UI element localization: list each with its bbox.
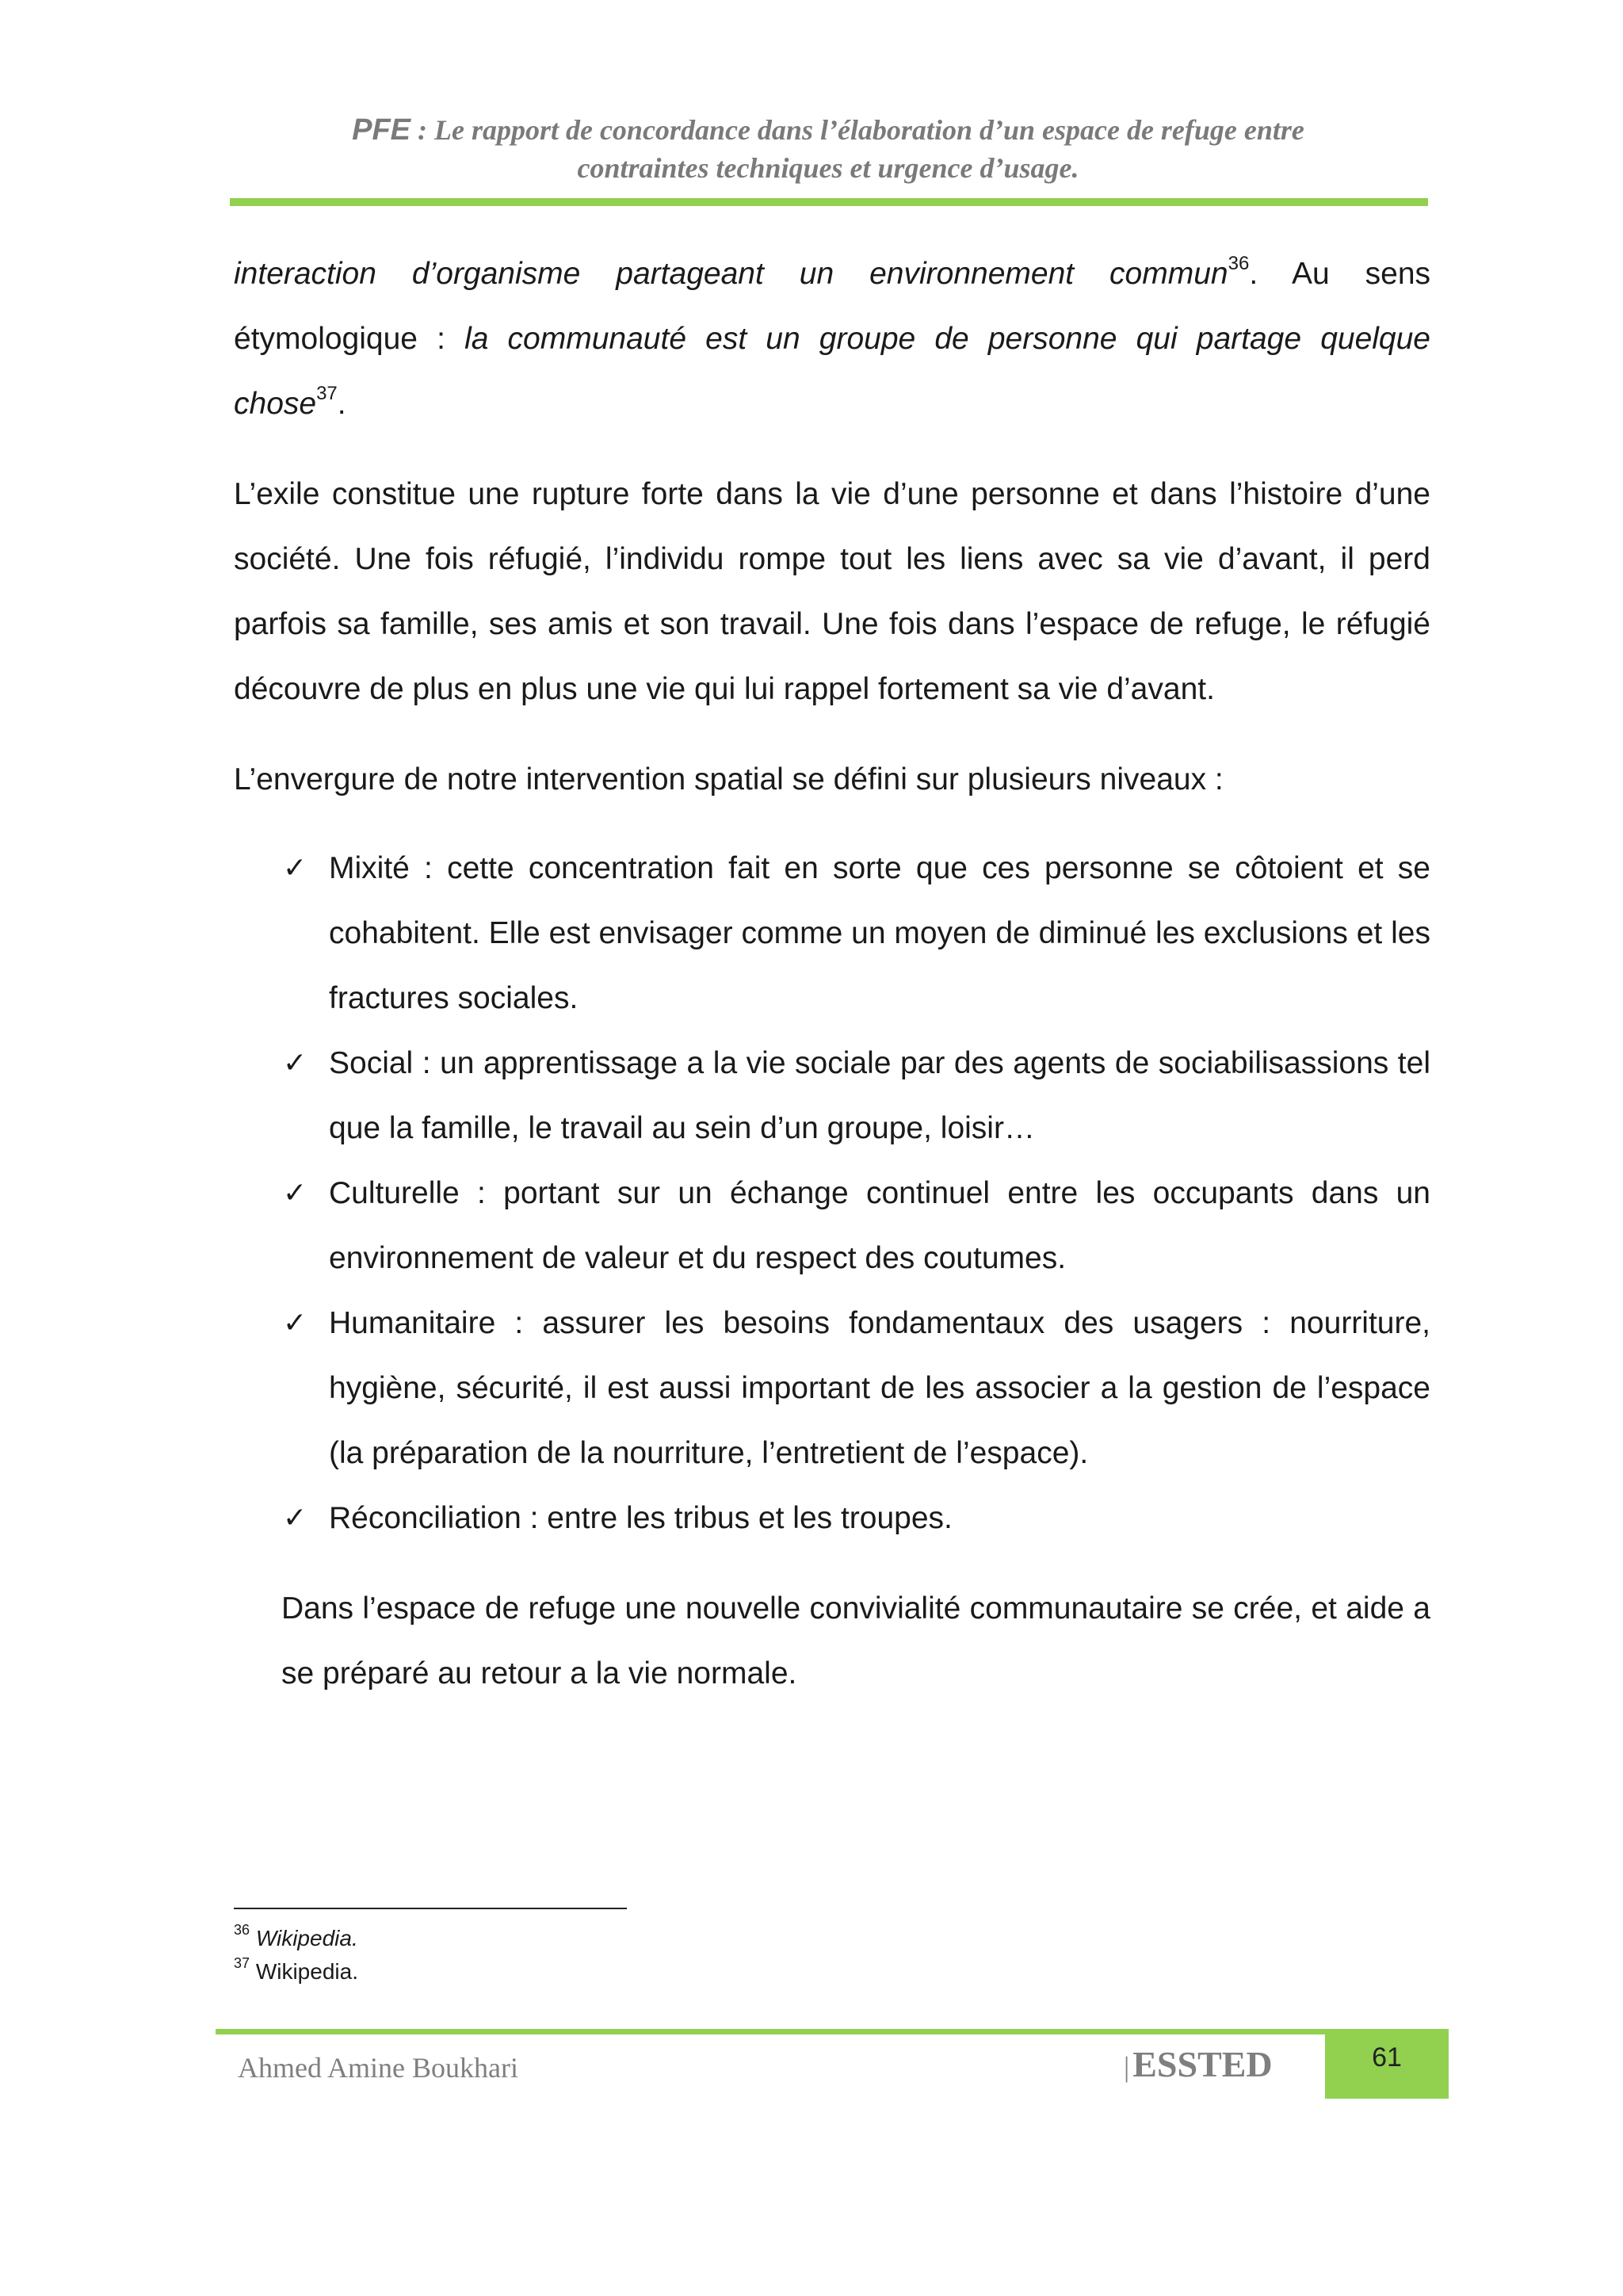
list-item-text: Humanitaire : assurer les besoins fondamentaux des usagers : nourriture, hygiène, sécurité, il est aussi important de les associer a la gestion de l’espace (la préparation de la nourriture, l’entretient de l’espace).	[329, 1306, 1430, 1470]
footer-separator: |	[1124, 2051, 1130, 2083]
footer-school	[1124, 2043, 1273, 2085]
list-item	[234, 836, 1430, 1031]
definition-text: . Au sens étymologique :	[234, 257, 1431, 356]
page-number: 61	[1325, 2029, 1449, 2099]
footnote-36	[234, 1922, 358, 1955]
footnote-37	[234, 1955, 358, 1988]
footnotes	[234, 1922, 358, 1988]
list-item-text: Mixité : cette concentration fait en sorte que ces personne se côtoient et se cohabitent. Elle est envisager comme un moyen de diminué les exclusions et les fractures sociales.	[329, 851, 1430, 1015]
header-divider	[230, 198, 1428, 206]
footer-divider	[216, 2029, 1325, 2034]
list-item-text: Social : un apprentissage a la vie sociale par des agents de sociabilisassions tel que la famille, le travail au sein d’un groupe, loisir…	[329, 1046, 1430, 1145]
footnote-ref-36[interactable]: 36	[1228, 253, 1250, 274]
etymology-italic: la communauté est un groupe de personne qui partage quelque chose	[234, 322, 1430, 421]
checkmark-icon: ✓	[283, 1307, 307, 1339]
footnote-number: 37	[234, 1955, 250, 1971]
footer-school-name: ESSTED	[1132, 2044, 1273, 2084]
list-item-text: Réconciliation : entre les tribus et les troupes.	[329, 1501, 953, 1535]
list-item	[234, 1486, 1430, 1551]
paragraph-definition	[234, 242, 1430, 437]
list-item-text: Culturelle : portant sur un échange continuel entre les occupants dans un environnement de valeur et du respect des coutumes.	[329, 1176, 1430, 1275]
footnote-divider	[234, 1908, 627, 1909]
header-title-line-1: : Le rapport de concordance dans l’élaboration d’un espace de refuge entre	[411, 114, 1304, 146]
list-item	[234, 1291, 1430, 1486]
footnote-text: Wikipedia.	[255, 1926, 358, 1950]
paragraph-intervention: L’envergure de notre intervention spatial se défini sur plusieurs niveaux :	[234, 762, 1224, 797]
main-content	[234, 242, 1430, 1706]
footer-author: Ahmed Amine Boukhari	[238, 2052, 518, 2084]
list-item	[234, 1161, 1430, 1291]
footnote-text: Wikipedia.	[255, 1959, 358, 1984]
paragraph-conclusion: Dans l’espace de refuge une nouvelle convivialité communautaire se crée, et aide a se préparé au retour a la vie normale.	[281, 1591, 1430, 1690]
checkmark-icon: ✓	[283, 1502, 307, 1534]
header-prefix: PFE	[352, 113, 411, 147]
checkmark-icon: ✓	[283, 852, 307, 884]
checkmark-icon: ✓	[283, 1177, 307, 1209]
header-title-line-2: contraintes techniques et urgence d’usage.	[577, 152, 1079, 184]
definition-end: .	[337, 387, 346, 421]
list-item	[234, 1031, 1430, 1161]
footnote-number: 36	[234, 1922, 250, 1938]
paragraph-exile: L’exile constitue une rupture forte dans la vie d’une personne et dans l’histoire d’une société. Une fois réfugié, l’individu rompe tout les liens avec sa vie d’avant, il perd parfois sa famille, ses amis et son travail. Une fois dans l’espace de refuge, le réfugié découvre de plus en plus une vie qui lui rappel fortement sa vie d’avant.	[234, 477, 1430, 706]
header-line-1	[230, 111, 1426, 149]
footnote-ref-37[interactable]: 37	[316, 383, 338, 404]
checkmark-icon: ✓	[283, 1047, 307, 1079]
levels-checklist	[234, 836, 1430, 1551]
page-header	[230, 111, 1426, 187]
definition-italic: interaction d’organisme partageant un environnement commun	[234, 257, 1228, 291]
